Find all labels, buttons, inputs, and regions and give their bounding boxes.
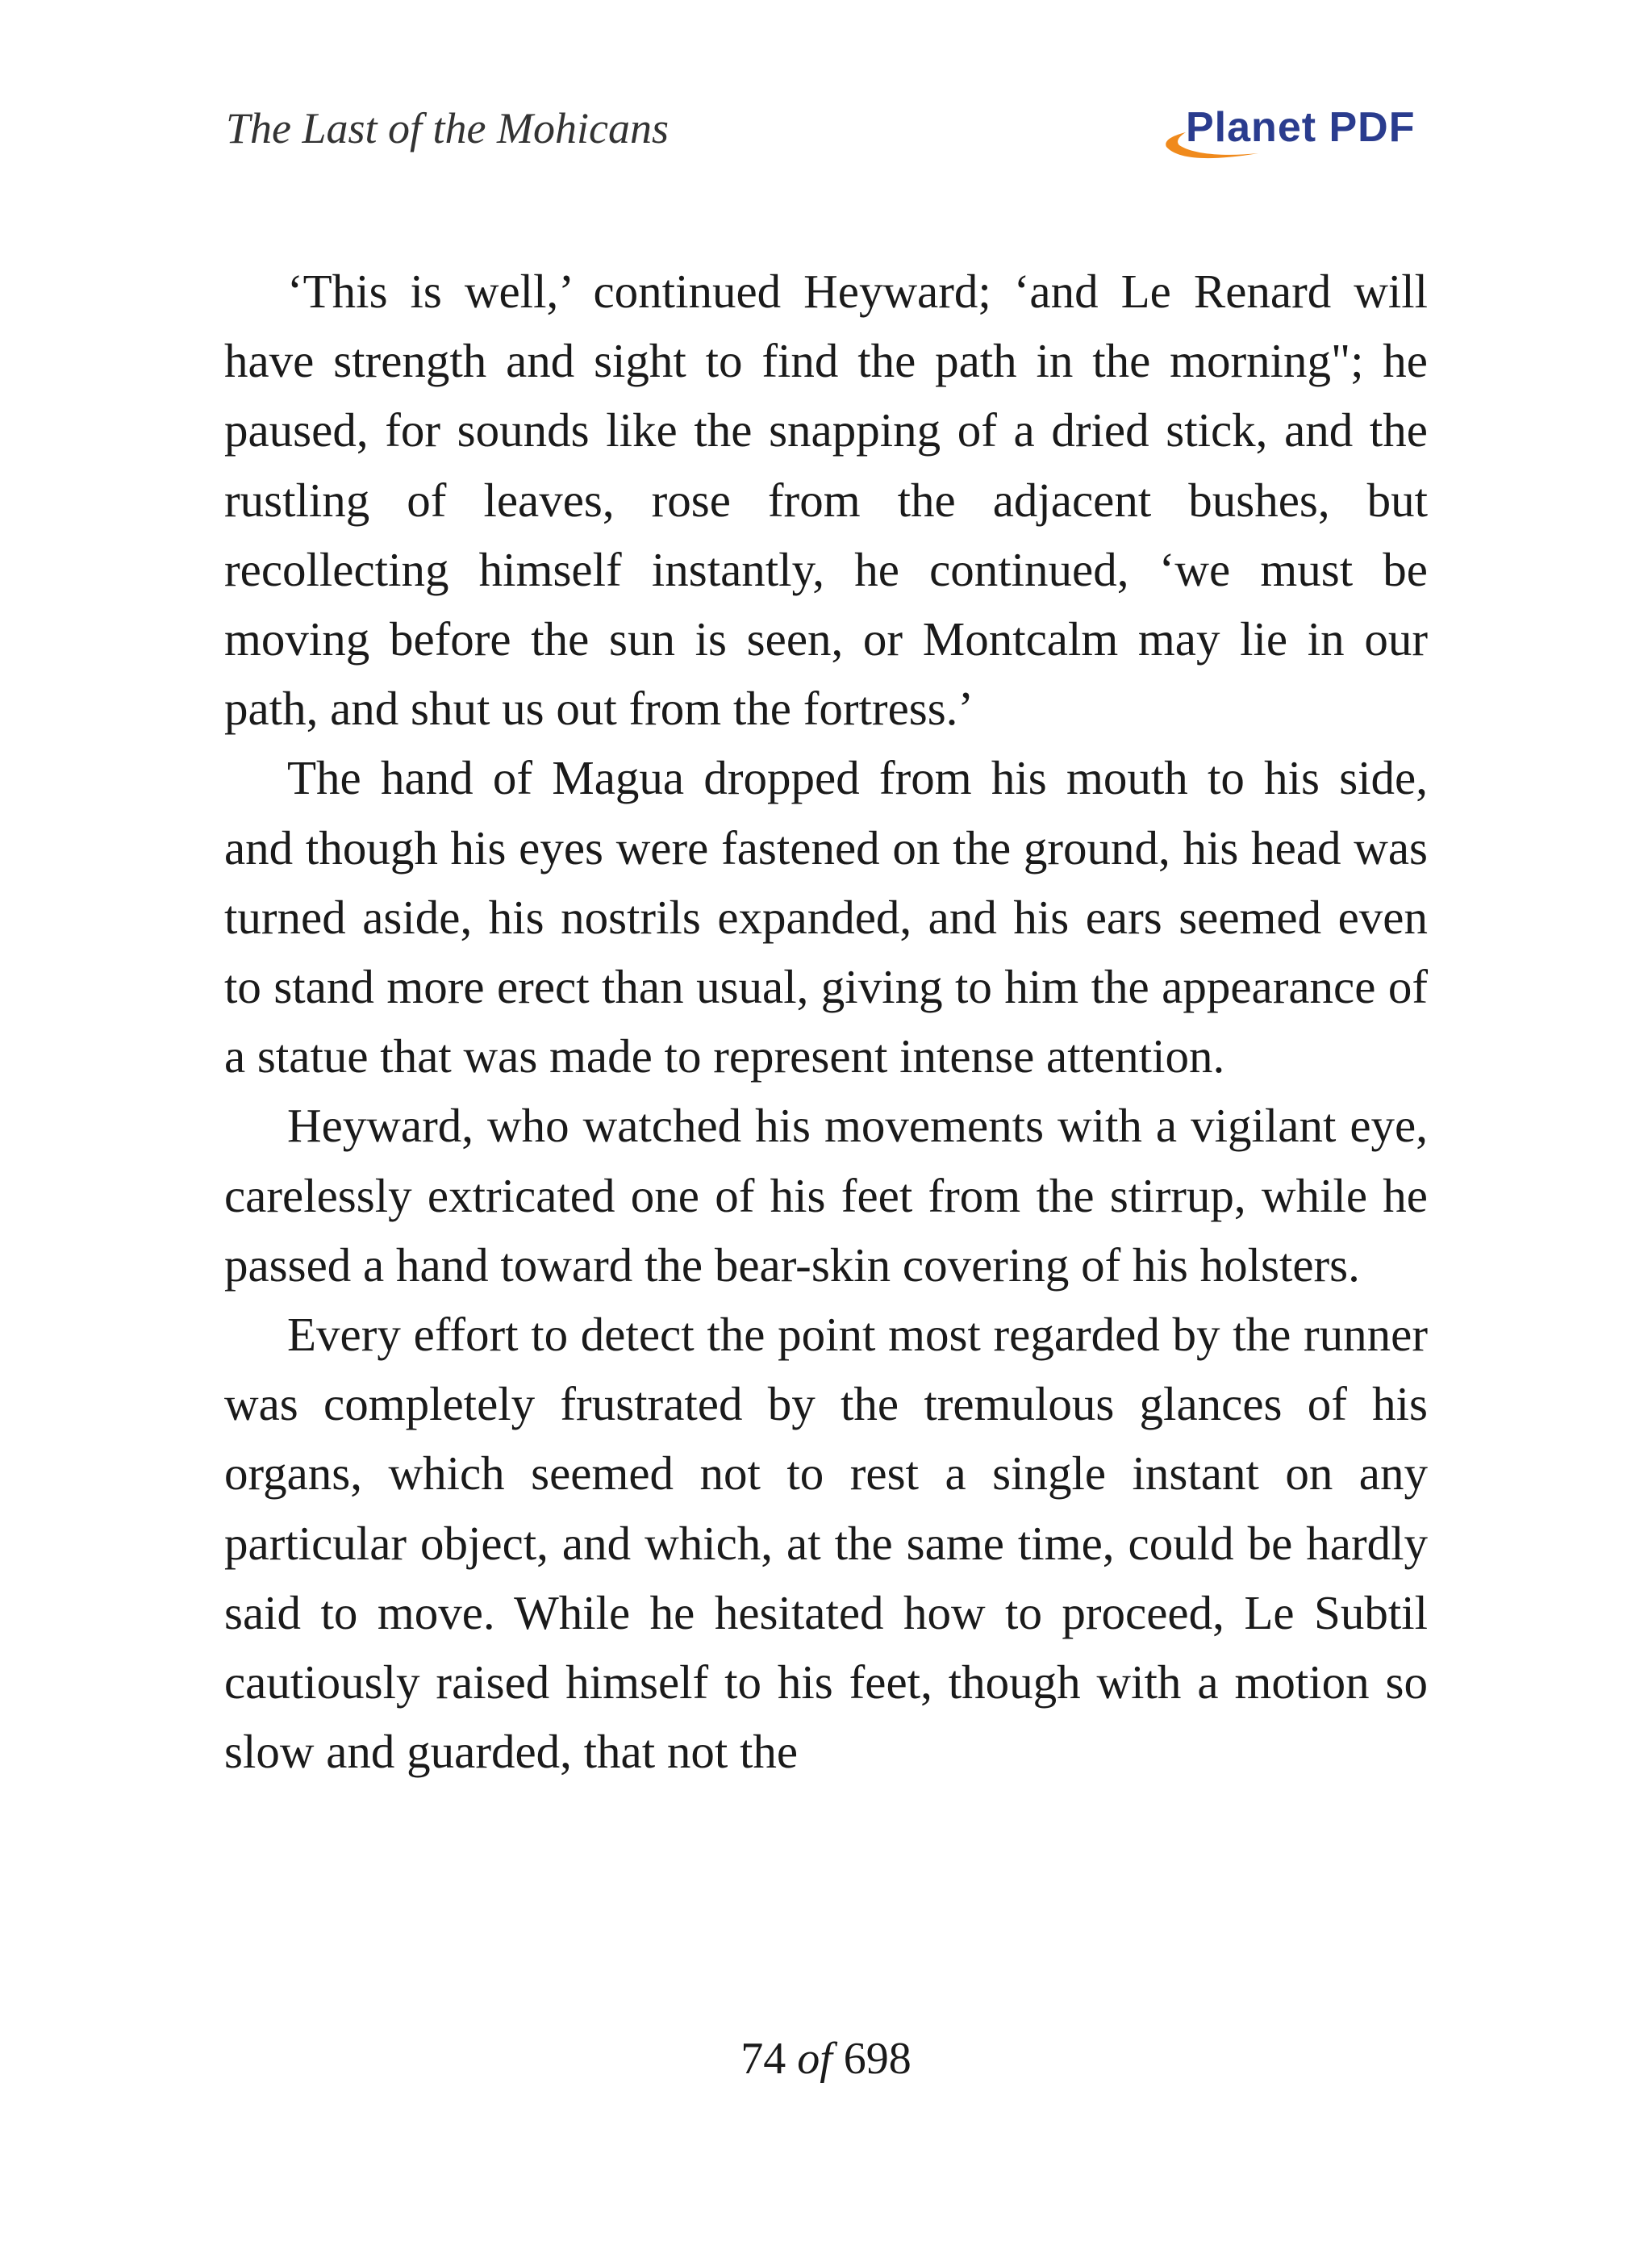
page-current: 74 — [740, 2034, 786, 2084]
paragraph: The hand of Magua dropped from his mouth to his side, and though his eyes were fastened on the ground, his head was turned aside, his nostrils expanded, and his ears seemed even to stand more erect than usual, giving to him the appearance of a statue that was made to represent intense attention. — [224, 751, 1428, 1083]
paragraph: ‘This is well,’ continued Heyward; ‘and Le Renard will have strength and sight to find the path in the morning"; he paused, for sounds like the snapping of a dried stick, and the rustling of leaves, rose from the adjacent bushes, but recollecting himself instantly, he continued, ‘we must be moving before the sun is seen, or Montcalm may lie in our path, and shut us out from the fortress.’ — [224, 265, 1428, 736]
running-title: The Last of the Mohicans — [226, 104, 669, 152]
planet-pdf-logo — [1162, 97, 1428, 169]
logo-text: Planet PDF — [1186, 104, 1416, 151]
paragraph: Heyward, who watched his movements with a vigilant eye, carelessly extricated one of his feet from the stirrup, while he passed a hand toward the bear-skin covering of his holsters. — [224, 1099, 1428, 1292]
page-total: 698 — [843, 2034, 912, 2084]
paragraph: Every effort to detect the point most regarded by the runner was completely frustrated by the tremulous glances of his organs, which seemed not to rest a single instant on any particular object, and which, at the same time, could be hardly said to move. While he hesitated how to proceed, Le Subtil cautiously raised himself to his feet, though with a motion so slow and guarded, that not the — [224, 1308, 1428, 1779]
body-text — [224, 257, 1428, 1786]
page-of-label: of — [797, 2034, 832, 2084]
page-number — [0, 2033, 1652, 2085]
